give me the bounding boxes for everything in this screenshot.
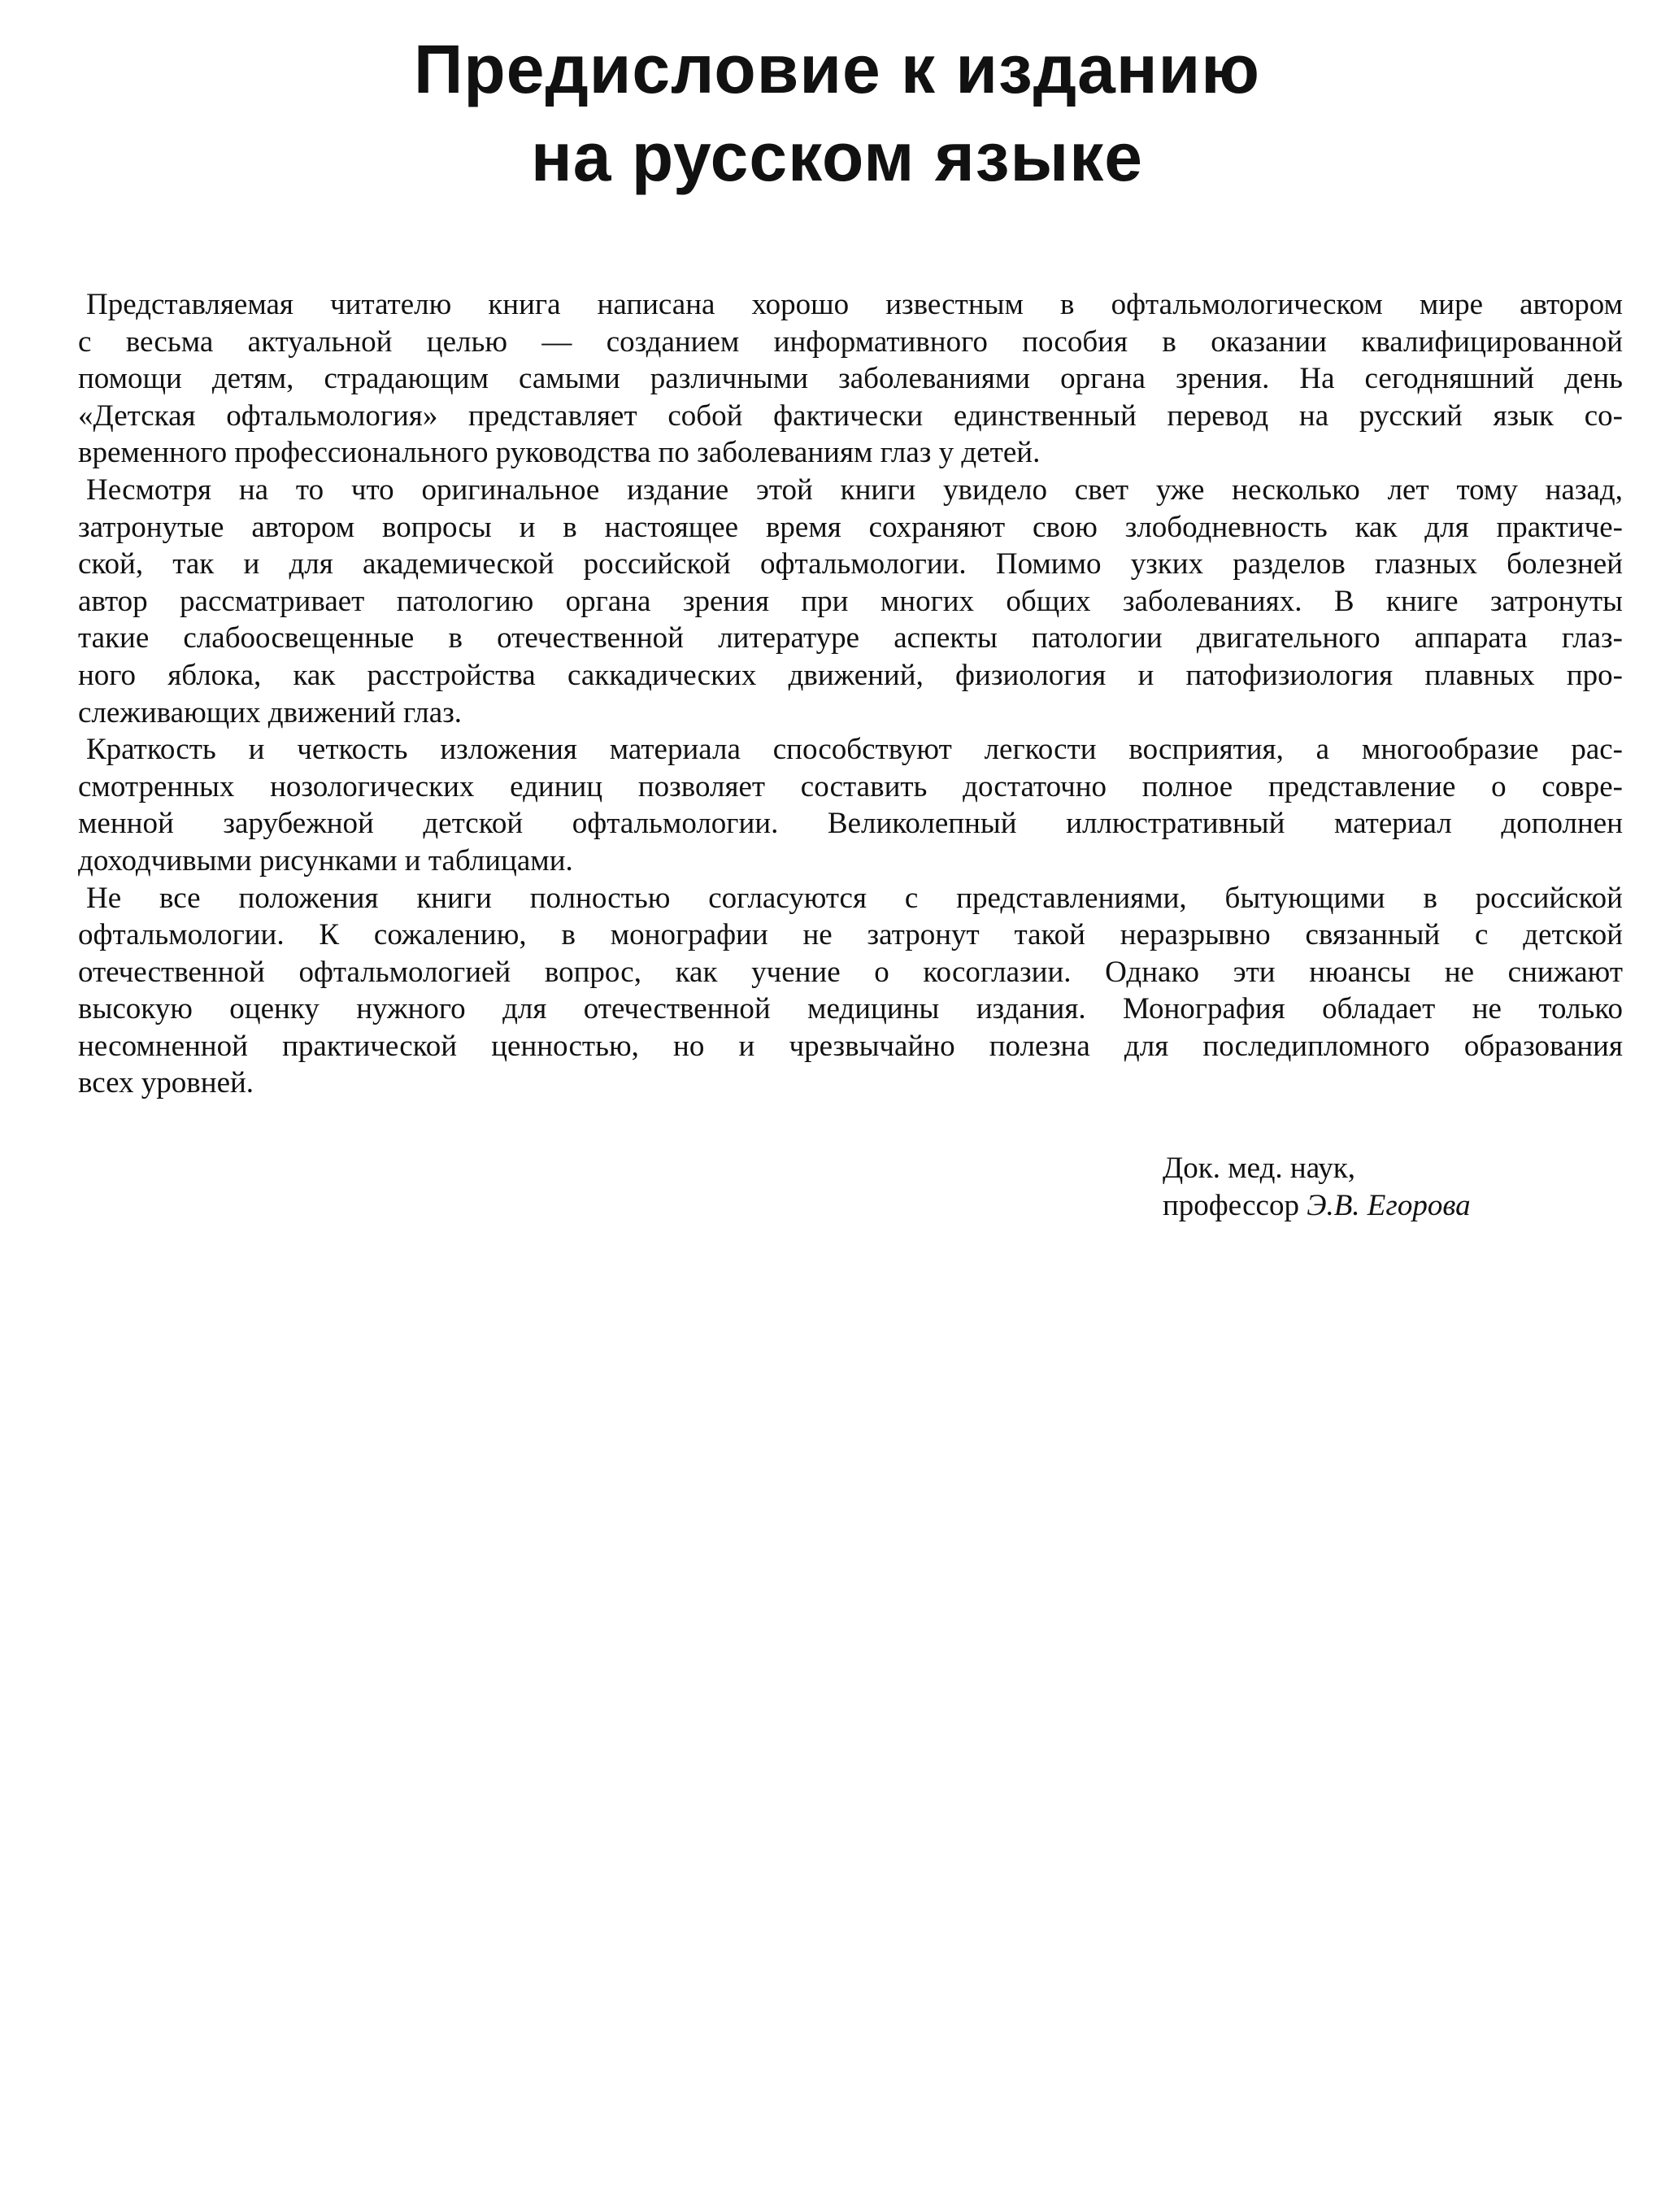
paragraph-line: несомненной практической ценностью, но и чрезвычайно полезна для последипломного образования bbox=[78, 1029, 1623, 1063]
paragraph-line: менной зарубежной детской офтальмологии. Великолепный иллюстративный материал дополнен bbox=[78, 807, 1623, 841]
paragraph-line: временного профессионального руководства по заболеваниям глаз у детей. bbox=[78, 436, 1041, 470]
paragraph-line: офтальмологии. К сожалению, в монографии не затронут такой неразрывно связанный с детской bbox=[78, 918, 1623, 952]
signature-block bbox=[1163, 1150, 1471, 1225]
paragraph-4 bbox=[78, 880, 1623, 1103]
paragraph-line: помощи детям, страдающим самыми различными заболеваниями органа зрения. На сегодняшний день bbox=[78, 362, 1623, 396]
paragraph-line: с весьма актуальной целью — созданием информативного пособия в оказании квалифицированной bbox=[78, 324, 1623, 359]
paragraph-1 bbox=[78, 286, 1623, 472]
paragraph-line: отечественной офтальмологией вопрос, как учение о косоглазии. Однако эти нюансы не снижают bbox=[78, 955, 1623, 989]
paragraph-line: ного яблока, как расстройства саккадических движений, физиология и патофизиология плавных про- bbox=[78, 658, 1623, 692]
paragraph-line: автор рассматривает патологию органа зрения при многих общих заболеваниях. В книге затронуты bbox=[78, 584, 1623, 618]
signature-author-line bbox=[1163, 1187, 1471, 1225]
paragraph-line: смотренных нозологических единиц позволяет составить достаточно полное представление о совре- bbox=[78, 769, 1623, 803]
page-title-line-1: Предисловие к изданию bbox=[414, 31, 1260, 107]
paragraph-2 bbox=[78, 472, 1623, 731]
paragraph-line: такие слабоосвещенные в отечественной литературе аспекты патологии двигательного аппарата глаз- bbox=[78, 621, 1623, 655]
page-title-line-2: на русском языке bbox=[531, 119, 1143, 195]
paragraph-line: Не все положения книги полностью согласуются с представлениями, бытующими в российской bbox=[86, 881, 1623, 915]
paragraph-line: ской, так и для академической российской офтальмологии. Помимо узких разделов глазных болезней bbox=[78, 547, 1623, 581]
paragraph-line: Несмотря на то что оригинальное издание этой книги увидело свет уже несколько лет тому назад, bbox=[86, 472, 1623, 507]
paragraph-line: затронутые автором вопросы и в настоящее время сохраняют свою злободневность как для практиче- bbox=[78, 510, 1623, 544]
paragraph-line: доходчивыми рисунками и таблицами. bbox=[78, 843, 573, 877]
paragraph-line: высокую оценку нужного для отечественной медицины издания. Монография обладает не только bbox=[78, 992, 1623, 1026]
paragraph-line: «Детская офтальмология» представляет собой фактически единственный перевод на русский язык со- bbox=[78, 398, 1623, 433]
signature-title: профессор bbox=[1163, 1189, 1299, 1222]
paragraph-line: всех уровней. bbox=[78, 1066, 254, 1100]
signature-degree: Док. мед. наук, bbox=[1163, 1152, 1355, 1185]
preface-body bbox=[78, 286, 1623, 1102]
paragraph-line: слеживающих движений глаз. bbox=[78, 695, 463, 729]
paragraph-line: Краткость и четкость изложения материала способствуют легкости восприятия, а многообразие рас- bbox=[86, 733, 1623, 767]
paragraph-line: Представляемая читателю книга написана хорошо известным в офтальмологическом мире автором bbox=[86, 288, 1623, 321]
signature-name: Э.В. Егорова bbox=[1307, 1189, 1471, 1222]
paragraph-3 bbox=[78, 731, 1623, 879]
